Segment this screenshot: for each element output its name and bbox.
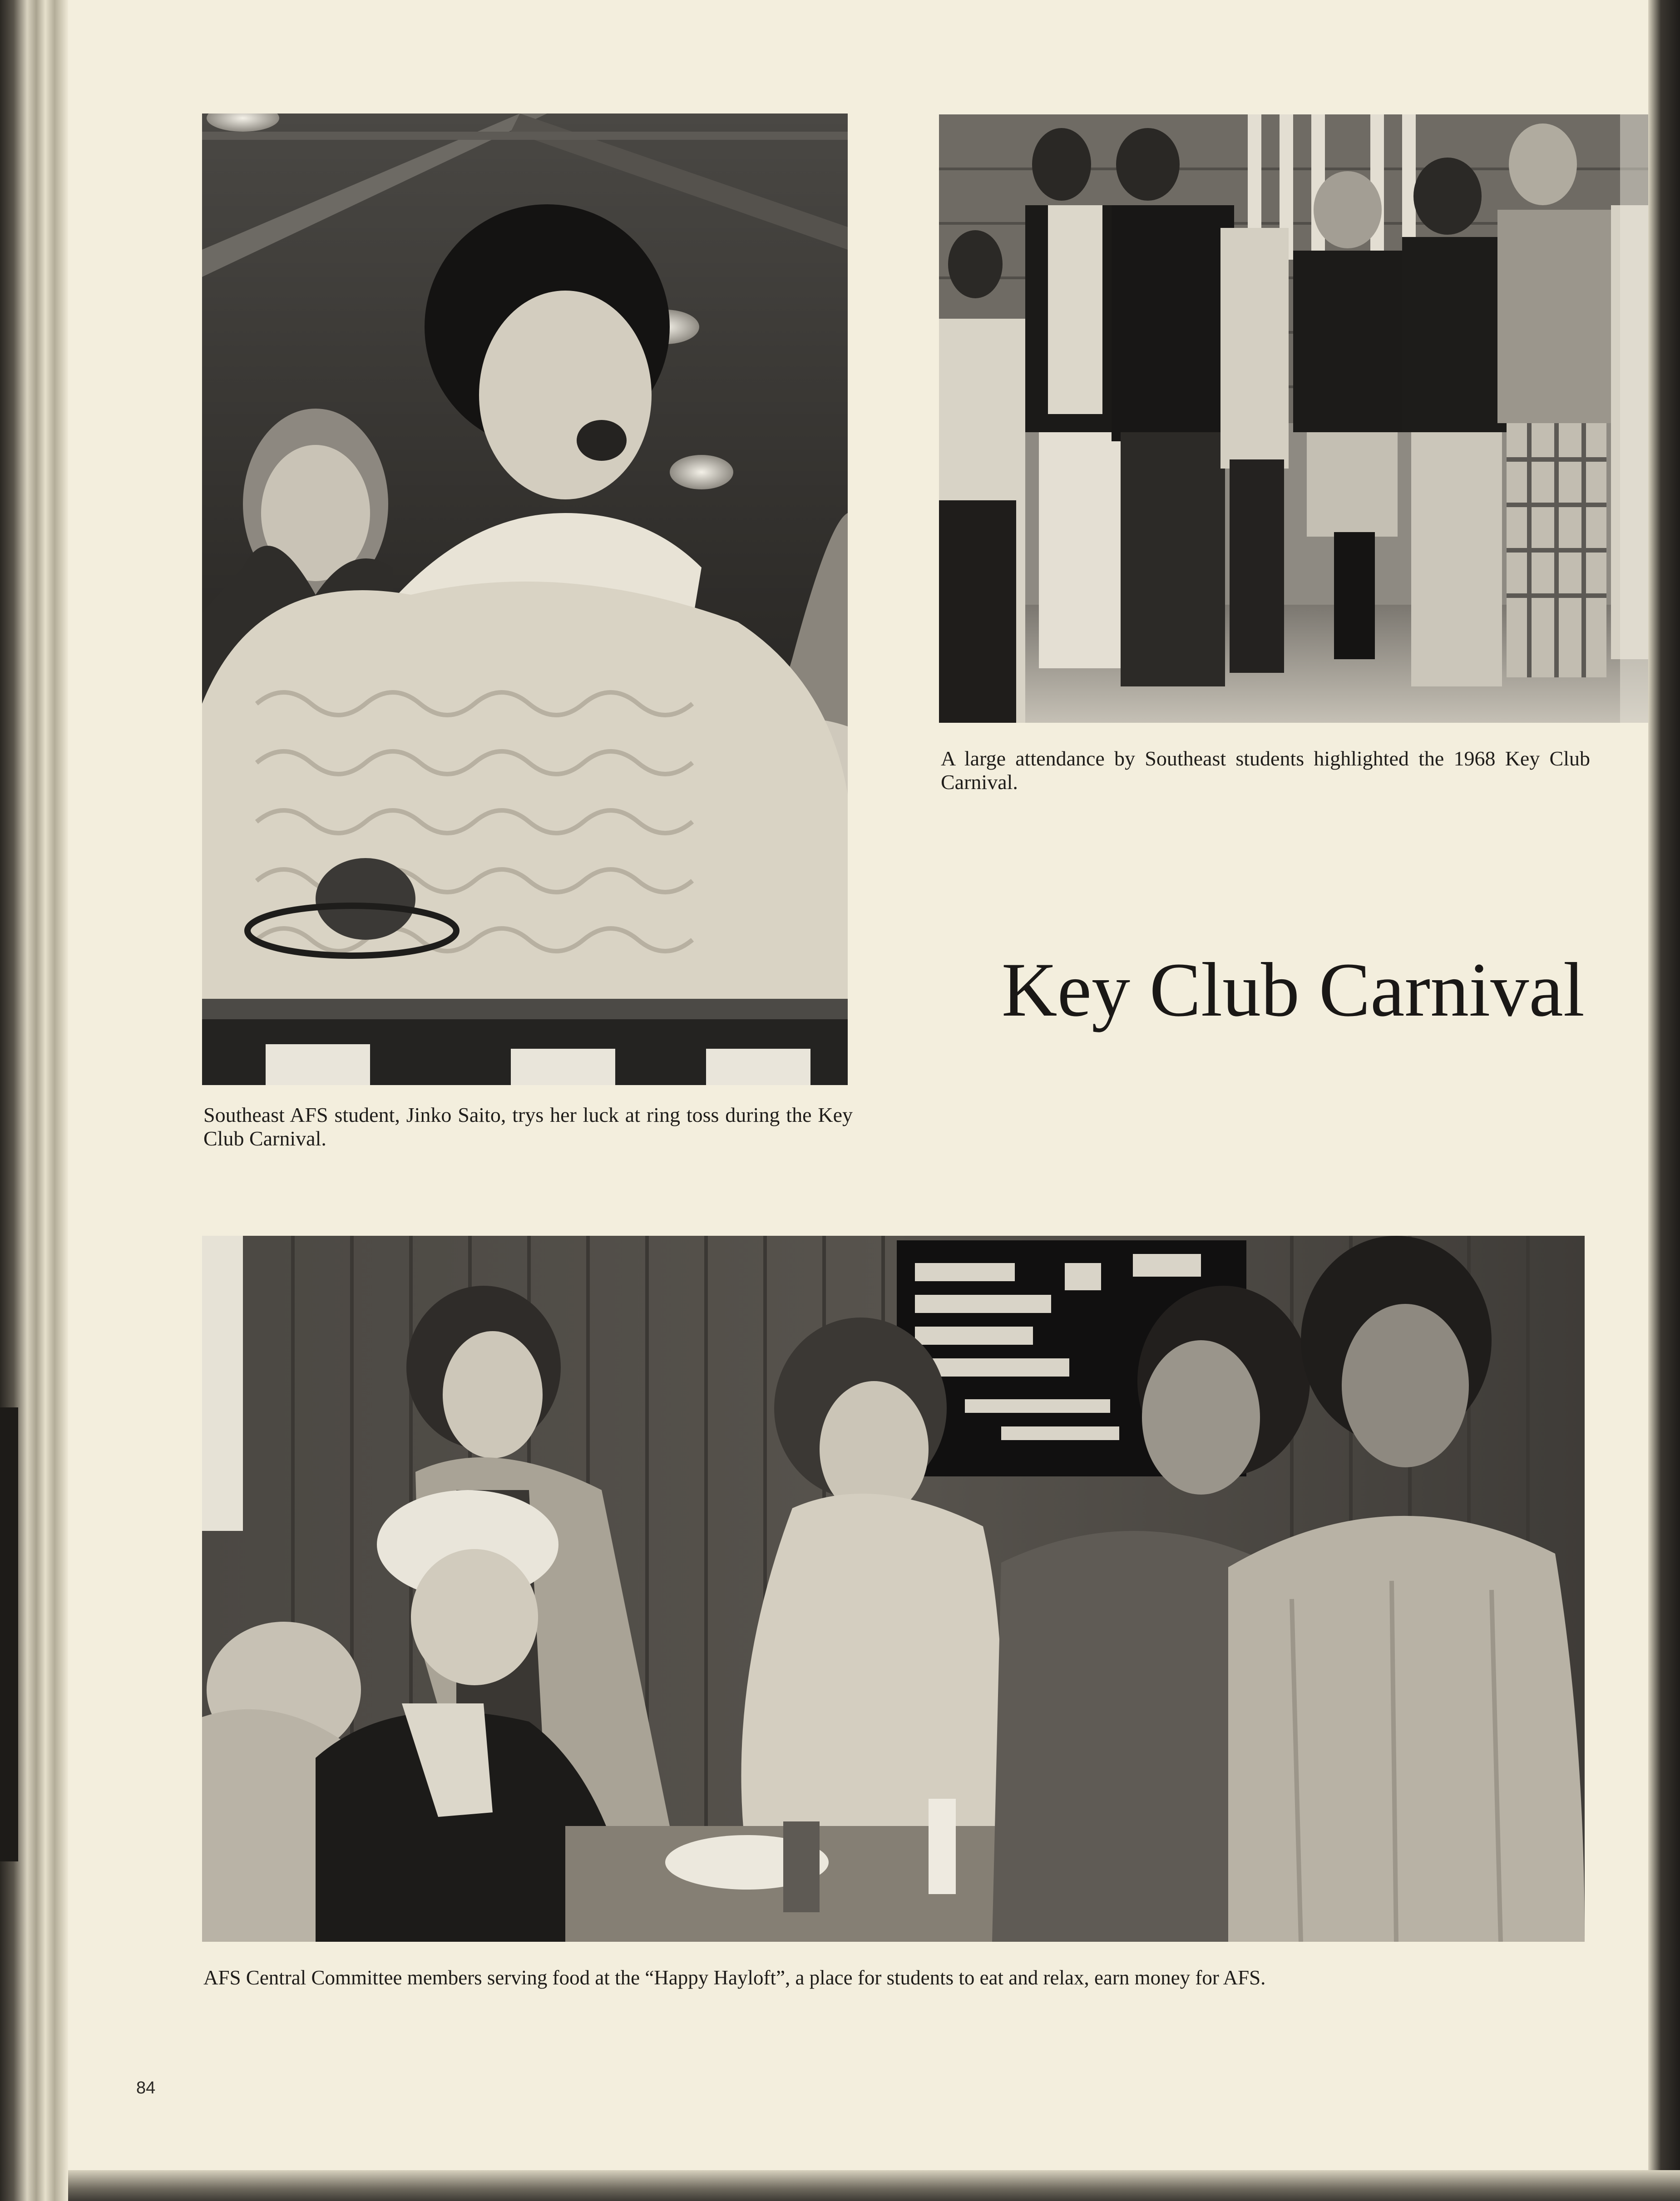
caption-attendance: A large attendance by Southeast students highlighted the 1968 Key Club Carnival. [941, 747, 1590, 794]
page-right-edge [1648, 0, 1680, 2201]
book-spine [0, 0, 68, 2201]
photo-ring-toss [202, 114, 848, 1085]
photo-ring-toss-image [202, 114, 848, 1085]
caption-ring-toss: Southeast AFS student, Jinko Saito, trys her luck at ring toss during the Key Club Carnival. [203, 1103, 853, 1150]
photo-happy-hayloft [202, 1236, 1585, 1942]
page-number: 84 [136, 2078, 156, 2097]
caption-happy-hayloft: AFS Central Committee members serving food at the “Happy Hayloft”, a place for students to eat and relax, earn money for AFS. [203, 1966, 1266, 1989]
photo-attendance [939, 114, 1648, 723]
spine-binding [0, 1407, 18, 1861]
photo-attendance-image [939, 114, 1648, 723]
page-bottom-edge [68, 2170, 1680, 2201]
page-title: Key Club Carnival [1001, 947, 1585, 1032]
photo-hayloft-image [202, 1236, 1585, 1942]
